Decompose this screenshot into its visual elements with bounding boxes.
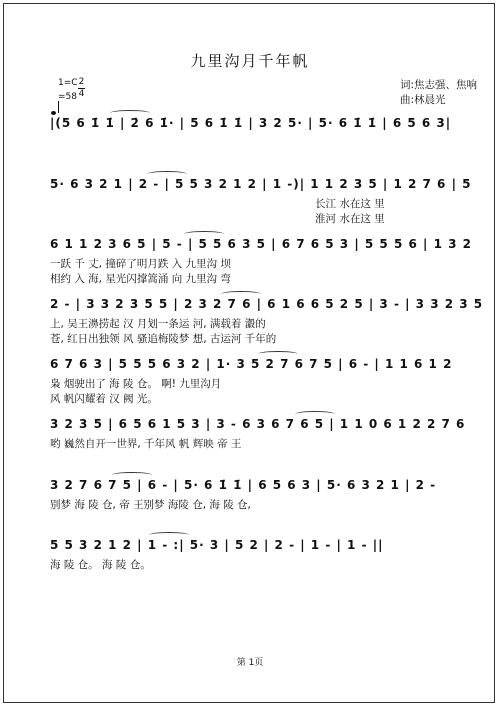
song-title: 九里沟月千年帆 bbox=[190, 52, 310, 70]
slur-mark bbox=[258, 351, 298, 357]
notation-line: 3 2 3 5 | 6 5 6 1 5 3 | 3 - 6 3 6 7 6 5 | 1 1 0 6 1 2 2 7 6 bbox=[50, 417, 466, 431]
time-bottom: 4 bbox=[78, 89, 85, 99]
page-border bbox=[3, 3, 495, 703]
score-row bbox=[50, 115, 470, 131]
lyricist-credit: 词:焦志强、焦响 bbox=[400, 79, 478, 91]
key-sig: 1=C bbox=[58, 78, 78, 88]
lyric-line: 长江 水在这 里 bbox=[315, 198, 385, 210]
notation-line: 5· 6 3 2 1 | 2 - | 5 5 3 2 1 2 | 1 -)| 1 1 2 3 5 | 1 2 7 6 | 5 bbox=[50, 177, 472, 191]
notation-line: 6 7 6 3 | 5 5 5 6 3 2 | 1· 3 5 2 7 6 7 5 | 6 - | 1 1 6 1 2 bbox=[50, 357, 453, 371]
score-row bbox=[50, 416, 470, 450]
notation-line: 3 2 7 6 7 5 | 6 - | 5· 6 1̇ 1̇ | 6 5 6 3 | 5· 6 3 2 1 | 2 - bbox=[50, 478, 437, 492]
lyric-line: 哟 巍然自开一世界, 千年风 帆 辉映 帝 王 bbox=[50, 438, 242, 450]
slur-mark bbox=[221, 291, 261, 297]
score-row bbox=[50, 477, 470, 511]
slur-mark bbox=[295, 411, 335, 417]
quarter-note-icon bbox=[54, 101, 59, 113]
page-number: 第 1页 bbox=[236, 658, 264, 668]
lyric-line: 相约 入 海, 星光闪撑篙涌 向 九里沟 弯 bbox=[50, 273, 231, 285]
lyric-line: 苍, 红日出独领 风 骚追梅陵梦 想, 古运河 千年的 bbox=[50, 333, 277, 345]
credits bbox=[400, 78, 477, 108]
slur-mark bbox=[149, 532, 189, 538]
lyric-line: 海 陵 仓。 海 陵 仓。 bbox=[50, 559, 151, 571]
slur-mark bbox=[184, 231, 224, 237]
composer-credit: 曲:林晨光 bbox=[400, 94, 446, 106]
notation-line: 5 5 3 2 1 2 | 1 - :| 5· 3 | 5 2 | 2 - | 1 - | 1 - || bbox=[50, 538, 384, 552]
lyric-line: 风 帆闪耀着 汉 阙 光。 bbox=[50, 393, 158, 405]
slur-mark bbox=[147, 171, 187, 177]
lyric-line: 枭 烟驶出了 海 陵 仓。 啊! 九里沟月 bbox=[50, 378, 222, 390]
time-top: 2 bbox=[78, 77, 85, 87]
slur-mark bbox=[110, 110, 150, 116]
tempo-value: =58 bbox=[58, 92, 77, 102]
score-row bbox=[50, 176, 472, 225]
lyric-line: 淮河 水在这 里 bbox=[315, 213, 385, 225]
time-signature bbox=[78, 78, 85, 99]
slur-mark bbox=[112, 472, 152, 478]
lyric-line: 一跃 千 丈, 撞碎了明月跌 入 九里沟 坝 bbox=[50, 258, 231, 270]
score-row bbox=[50, 356, 470, 405]
tempo-mark bbox=[58, 92, 77, 102]
key-signature bbox=[58, 77, 85, 102]
score-row bbox=[50, 236, 472, 285]
score-row bbox=[50, 296, 484, 345]
lyric-line: 别梦 海 陵 仓, 帝 王别梦 海陵 仓, 海 陵 仓, bbox=[50, 499, 251, 511]
lyric-line: 上, 吴王濞捞起 汉 月划一条运 河, 满载着 瀫的 bbox=[50, 318, 266, 330]
notation-line: 6 1 1 2 3 6 5 | 5 - | 5 5 6 3 5 | 6 7 6 5 3 | 5 5 5 6 | 1 3 2 bbox=[50, 237, 472, 251]
notation-line: 2 - | 3 3 2 3 5 5 | 2 3 2 7 6 | 6 1 6 6 5 2 5 | 3 - | 3 3 2 3 5 bbox=[50, 297, 484, 311]
score-row bbox=[50, 537, 470, 571]
notation-line: |(5 6 1̇ 1̇ | 2̇ 6 1̇· | 5 6 1̇ 1̇ | 3 2 5· | 5· 6 1̇ 1̇ | 6 5 6 3| bbox=[50, 116, 452, 130]
